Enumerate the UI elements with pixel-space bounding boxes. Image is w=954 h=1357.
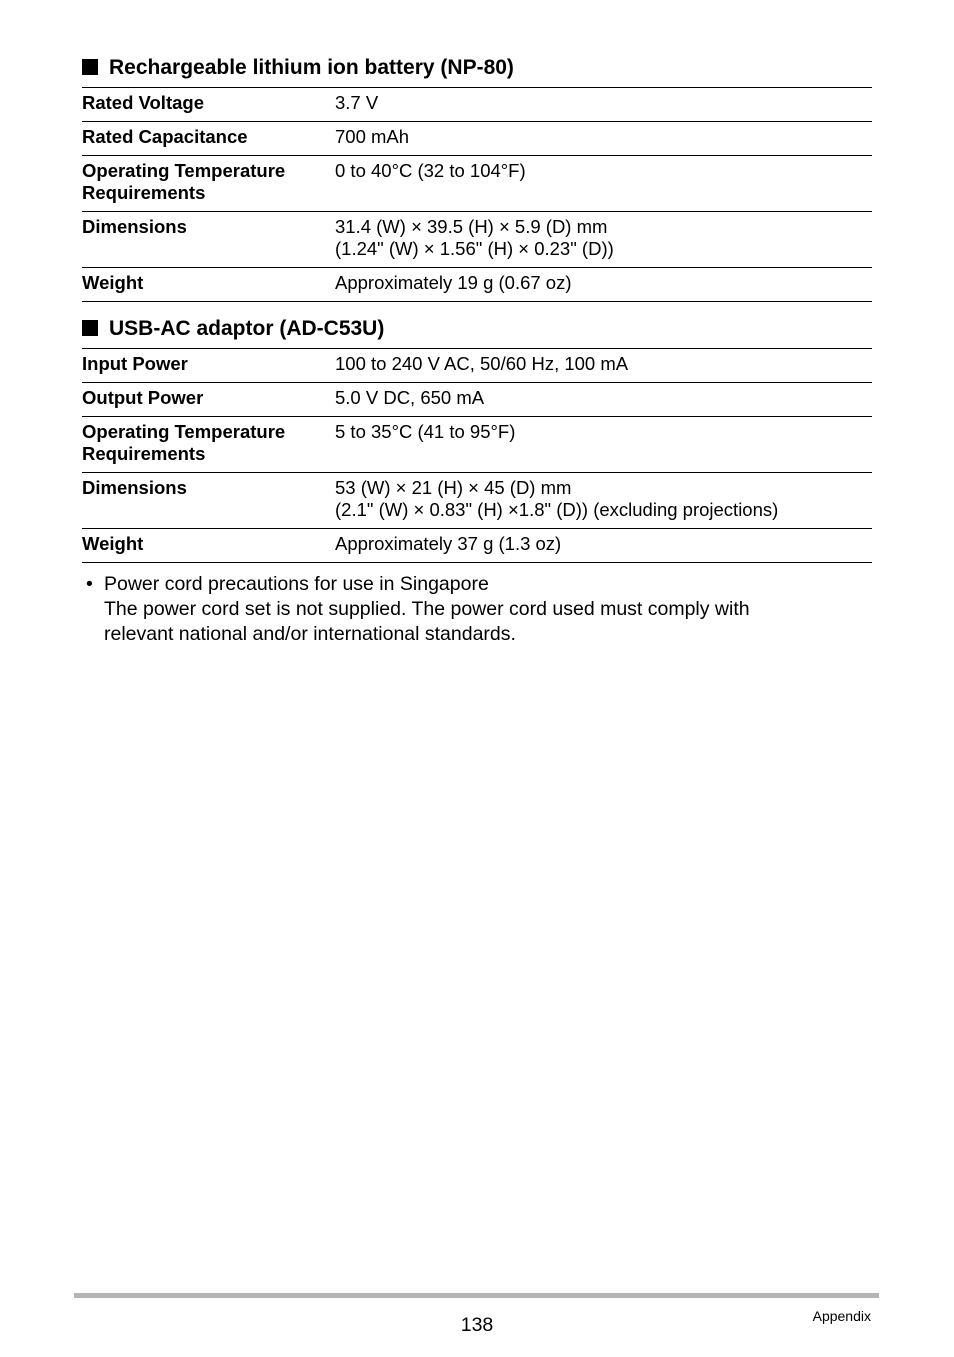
table-row xyxy=(82,155,872,211)
table-row xyxy=(82,348,872,382)
adaptor-spec-table xyxy=(82,348,872,563)
table-row xyxy=(82,382,872,416)
spec-value: Approximately 37 g (1.3 oz) xyxy=(335,533,562,554)
footer-section-label: Appendix xyxy=(812,1308,871,1324)
spec-label: Output Power xyxy=(82,387,204,408)
spec-value: 100 to 240 V AC, 50/60 Hz, 100 mA xyxy=(335,353,629,374)
spec-value: Approximately 19 g (0.67 oz) xyxy=(335,272,572,293)
battery-spec-table xyxy=(82,87,872,302)
list-item xyxy=(82,572,872,647)
page-number: 138 xyxy=(460,1314,494,1336)
spec-value: 5.0 V DC, 650 mA xyxy=(335,387,485,408)
battery-heading-text: Rechargeable lithium ion battery (NP-80) xyxy=(109,56,514,79)
spec-value: 0 to 40°C (32 to 104°F) xyxy=(335,160,526,181)
spec-value: 31.4 (W) × 39.5 (H) × 5.9 (D) mm (1.24" (W) × 1.56" (H) × 0.23" (D)) xyxy=(335,216,614,259)
table-row xyxy=(82,528,872,563)
spec-label: Rated Voltage xyxy=(82,92,204,113)
square-bullet-icon xyxy=(82,320,98,336)
spec-value: 700 mAh xyxy=(335,126,410,147)
spec-label: Rated Capacitance xyxy=(82,126,248,147)
spec-value: 53 (W) × 21 (H) × 45 (D) mm (2.1" (W) × 0.83" (H) ×1.8" (D)) (excluding projections) xyxy=(335,477,779,520)
spec-label: Input Power xyxy=(82,353,188,374)
spec-label: Operating Temperature Requirements xyxy=(82,421,286,464)
spec-label: Dimensions xyxy=(82,477,187,498)
spec-label: Weight xyxy=(82,533,144,554)
bullet-icon: • xyxy=(86,573,93,595)
notes-list xyxy=(82,572,872,647)
spec-label: Weight xyxy=(82,272,144,293)
table-row xyxy=(82,416,872,472)
spec-value: 3.7 V xyxy=(335,92,379,113)
table-row xyxy=(82,267,872,302)
spec-label: Operating Temperature Requirements xyxy=(82,160,286,203)
adaptor-heading-text: USB-AC adaptor (AD-C53U) xyxy=(109,317,385,340)
spec-label: Dimensions xyxy=(82,216,187,237)
footer-divider xyxy=(74,1293,879,1298)
table-row xyxy=(82,211,872,267)
table-row xyxy=(82,87,872,121)
adaptor-section-heading xyxy=(82,317,384,341)
square-bullet-icon xyxy=(82,59,98,75)
note-text: Power cord precautions for use in Singapore The power cord set is not supplied. The power cord used must comply with relevant national and/or international standards. xyxy=(104,573,750,645)
battery-section-heading xyxy=(82,56,514,80)
spec-value: 5 to 35°C (41 to 95°F) xyxy=(335,421,516,442)
table-row xyxy=(82,121,872,155)
table-row xyxy=(82,472,872,528)
